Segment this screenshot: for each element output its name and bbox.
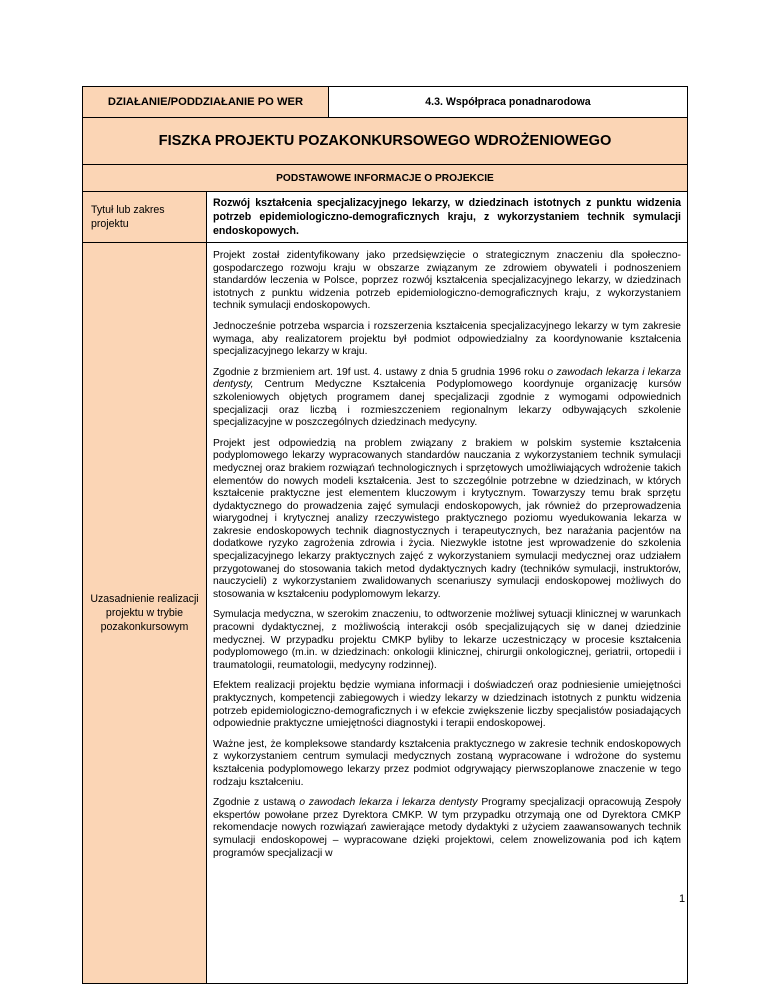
justification-row (83, 243, 687, 983)
project-title-label: Tytuł lub zakres projektu (83, 192, 207, 242)
header-row (83, 87, 687, 118)
final-text-before: Zgodnie z ustawą (213, 797, 300, 809)
page-number: 1 (679, 893, 686, 905)
justification-paragraph-legal (213, 367, 681, 430)
final-text-after: Programy specjalizacji opracowują Zespoły ekspertów powołane przez Dyrektora CMKP. W tym przypadku otrzymają one od Dyrektora CMKP rekomendacje nowych rozwiązań zawierające metody dydaktyki z użyciem zaawansowanych technik symulacji endoskopowej – wypracowane dzięki projektowi, celem znowelizowania pod ich kątem programów specjalizacji w (213, 797, 681, 859)
project-title-row (83, 192, 687, 243)
justification-paragraph-2: Jednocześnie potrzeba wsparcia i rozszerzenia kształcenia specjalizacyjnego lekarzy w tym zakresie wymaga, aby realizatorem projektu był podmiot odpowiedzialny za koordynowanie kształcenia specjalizacyjnego lekarzy w kraju. (213, 320, 681, 358)
justification-label: Uzasadnienie realizacji projektu w trybie pozakonkursowym (83, 243, 207, 983)
justification-paragraph-final (213, 797, 681, 860)
action-value: 4.3. Współpraca ponadnarodowa (329, 87, 687, 117)
sheet-title: FISZKA PROJEKTU POZAKONKURSOWEGO WDROŻENIOWEGO (158, 133, 612, 149)
justification-paragraph-5: Efektem realizacji projektu będzie wymiana informacji i doświadczeń oraz podniesienie umiejętności praktycznych, kompetencji zabiegowych i wiedzy lekarzy w dziedzinach istotnych z punktu widzenia potrzeb epidemiologiczno-demograficznych i w efekcie zwiększenie liczby specjalistów posiadających odpowiednie praktyczne umiejętności diagnostyki i terapii endoskopowej. (213, 680, 681, 730)
justification-content (207, 243, 687, 983)
sheet-title-row (83, 118, 687, 165)
justification-paragraph-3: Projekt jest odpowiedzią na problem związany z brakiem w polskim systemie kształcenia podyplomowego lekarzy wypracowanych standardów nauczania z wykorzystaniem technik symulacji medycznej oraz brakiem rozwiązań technologicznych i sprzętowych umożliwiających wdrożenie takich elementów do nowych modeli kształcenia. Jest to szczególnie potrzebne w dziedzinach, w których kształcenie praktyczne jest elementem kluczowym i krytycznym. Towarzyszy temu brak sprzętu dydaktycznego do prowadzenia zajęć symulacji endoskopowych, jak również do przeprowadzenia wiarygodnej i krytycznej analizy rzeczywistego praktycznego poziomu wyedukowania lekarza w zakresie endoskopowych technik diagnostycznych i terapeutycznych, bez narażania pacjentów na dodatkowe ryzyko zagrożenia zdrowia i życia. Niezwykle istotne jest wprowadzenie do szkolenia specjalizacyjnego lekarzy praktycznych zajęć z wykorzystaniem symulacji medycznej oraz udziałem przygotowanej do stosowania takich metod dydaktycznych kadry (techników symulacji, instruktorów, nauczycieli) z wykorzystaniem zwalidowanych scenariuszy symulacji endoskopowej możliwych do stosowania w kształceniu podyplomowym lekarzy. (213, 437, 681, 600)
project-sheet-table (82, 86, 688, 984)
project-title-value: Rozwój kształcenia specjalizacyjnego lekarzy, w dziedzinach istotnych z punktu widzenia potrzeb epidemiologiczno-demograficznych kraju, z wykorzystaniem technik symulacji endoskopowych. (213, 197, 681, 237)
justification-paragraph-1: Projekt został zidentyfikowany jako przedsięwzięcie o strategicznym znaczeniu dla społeczno-gospodarczego rozwoju kraju w obszarze związanym ze zdrowiem obywateli i podnoszeniem standardów leczenia w Polsce, poprzez rozwój kształcenia specjalizacyjnego lekarzy, w dziedzinach istotnych z punktu widzenia potrzeb epidemiologiczno-demograficznych kraju, z wykorzystaniem technik symulacji endoskopowych. (213, 250, 681, 312)
section-title: PODSTAWOWE INFORMACJE O PROJEKCIE (276, 172, 494, 184)
justification-paragraph-6: Ważne jest, że kompleksowe standardy kształcenia praktycznego w zakresie technik endoskopowych z wykorzystaniem centrum symulacji medycznych zostaną wypracowane i wdrożone do systemu kształcenia podyplomowego lekarzy przez podmiot odgrywający pierwszoplanowe znaczenie w tego rodzaju kształceniu. (213, 738, 681, 788)
section-title-row (83, 165, 687, 192)
action-label: DZIAŁANIE/PODDZIAŁANIE PO WER (83, 87, 329, 117)
legal-text-before: Zgodnie z brzmieniem art. 19f ust. 4. ustawy z dnia 5 grudnia 1996 roku (213, 366, 548, 378)
justification-paragraph-4: Symulacja medyczna, w szerokim znaczeniu, to odtworzenie możliwej sytuacji klinicznej w warunkach pracowni dydaktycznej, z możliwością interakcji osób specjalizujących się w danej dziedzinie medycznej. W przypadku projektu CMKP byliby to lekarze uczestniczący w procesie kształcenia podyplomowego (m.in. w dziedzinach: onkologii klinicznej, chirurgii onkologicznej, geriatrii, ortopedii i traumatologii, reumatologii, medycyny rodzinnej). (213, 609, 681, 671)
legal-text-after: Centrum Medyczne Kształcenia Podyplomowego koordynuje organizację kursów szkoleniowych objętych programem danej specjalizacji zgodnie z wymogami odpowiednich specjalizacji oraz liczbą i rozmieszczeniem regionalnym lekarzy odbywających szkolenie specjalizacyjne w poszczególnych dziedzinach medycyny. (213, 379, 681, 429)
final-act-name: o zawodach lekarza i lekarza dentysty (299, 797, 478, 809)
legal-act-name: o zawodach lekarza i lekarza dentysty, (213, 366, 681, 391)
